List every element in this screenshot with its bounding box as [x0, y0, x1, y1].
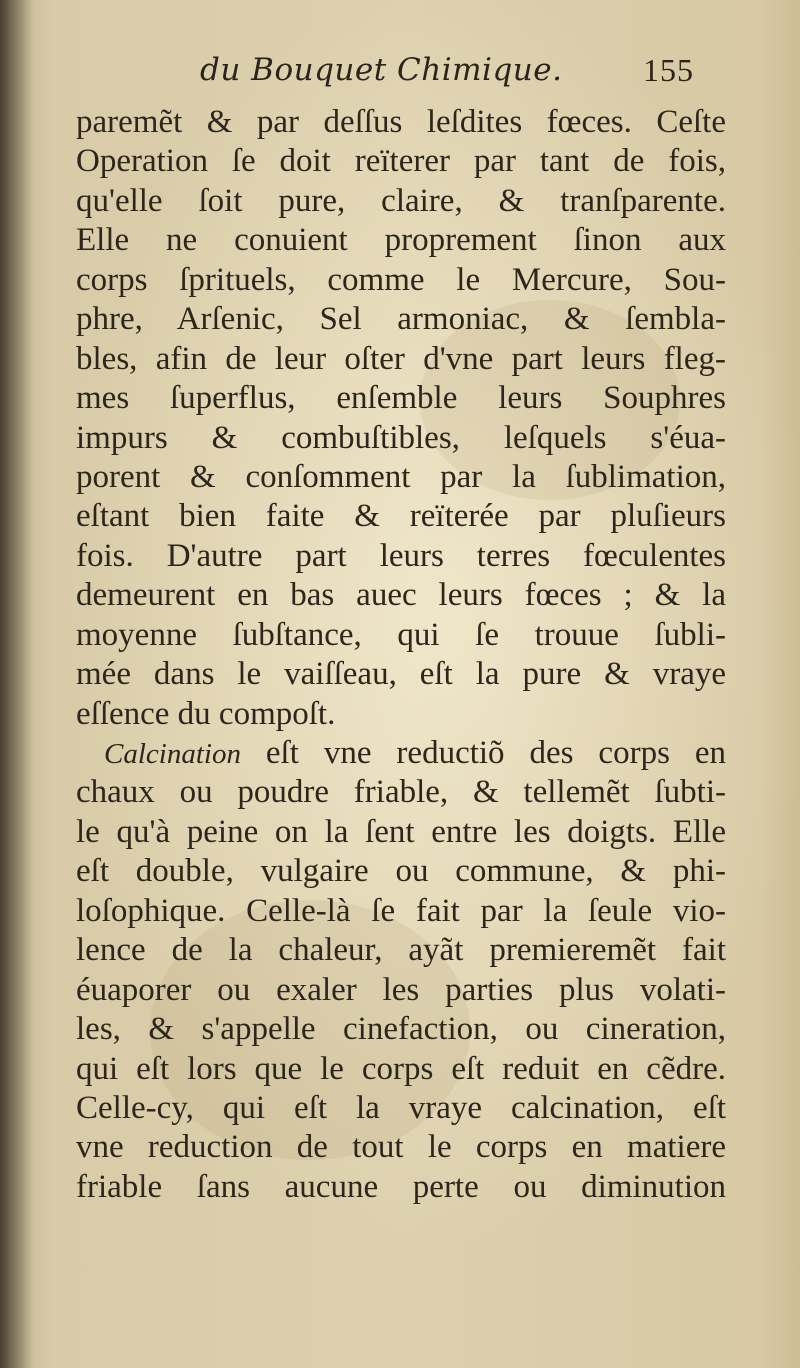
defined-term: Calcination — [104, 738, 241, 770]
text-line: mes ſuperflus, enſemble leurs Souphres — [76, 380, 726, 417]
text-line: eſtant bien faite & reïterée par pluſieurs — [76, 498, 726, 535]
text-line: loſophique. Celle-là ſe fait par la ſeule vio- — [76, 892, 726, 929]
text-line: friable ſans aucune perte ou diminution — [76, 1168, 726, 1205]
page-header — [0, 52, 800, 102]
text-line: demeurent en bas auec leurs fœces ; & la — [76, 577, 726, 614]
text-line: paremẽt & par deſſus leſdites fœces. Ceſte — [76, 104, 726, 140]
text-line: lence de la chaleur, ayãt premieremẽt fait — [76, 932, 726, 969]
text-line: eſſence du compoſt. — [76, 695, 336, 732]
text-line: porent & conſomment par la ſublimation, — [76, 458, 726, 495]
text-line: chaux ou poudre friable, & tellemẽt ſubti- — [76, 774, 726, 811]
text-line: phre, Arſenic, Sel armoniac, & ſembla- — [76, 301, 726, 338]
text-line: bles, afin de leur oſter d'vne part leurs fleg- — [76, 340, 726, 377]
text-line: Celle-cy, qui eſt la vraye calcination, eſt — [76, 1089, 726, 1126]
text-line: fois. D'autre part leurs terres fœculentes — [76, 537, 726, 574]
text-line: mée dans le vaiſſeau, eſt la pure & vraye — [76, 656, 726, 693]
text-line: éuaporer ou exaler les parties plus volati- — [76, 971, 726, 1008]
text-line: corps ſprituels, comme le Mercure, Sou- — [76, 261, 726, 298]
text-line: le qu'à peine on la ſent entre les doigts. Elle — [76, 813, 726, 850]
text-line: impurs & combuſtibles, leſquels s'éua- — [76, 419, 726, 456]
text-line: les, & s'appelle cinefaction, ou cineration, — [76, 1011, 726, 1048]
body-text — [76, 103, 726, 1207]
page-number: 155 — [643, 52, 694, 88]
text-line: Operation ſe doit reïterer par tant de fois, — [76, 143, 726, 180]
text-line: qu'elle ſoit pure, claire, & tranſparente. — [76, 182, 726, 219]
text-line: qui eſt lors que le corps eſt reduit en cẽdre. — [76, 1050, 726, 1087]
text-line: eſt double, vulgaire ou commune, & phi- — [76, 853, 726, 890]
paragraph-first-line — [76, 734, 726, 773]
text-line: vne reduction de tout le corps en matiere — [76, 1129, 726, 1166]
running-title: du Bouquet Chimique. — [200, 52, 563, 88]
text-line: Elle ne conuient proprement ſinon aux — [76, 222, 726, 259]
binding-gutter-shadow — [0, 0, 34, 1368]
text-line: moyenne ſubſtance, qui ſe trouue ſubli- — [76, 616, 726, 653]
text-fragment: eſt vne reductiõ des corps en — [265, 735, 726, 771]
